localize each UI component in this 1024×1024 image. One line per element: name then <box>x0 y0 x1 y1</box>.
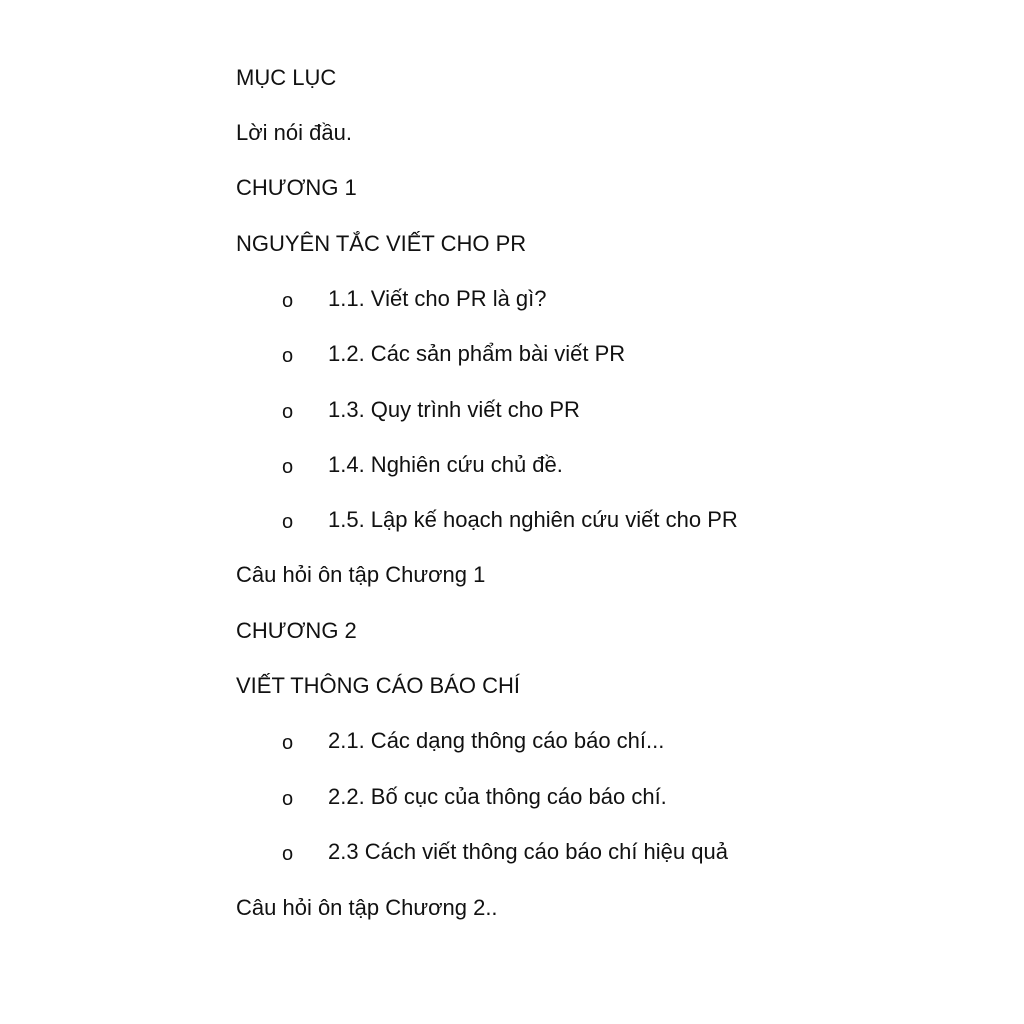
bullet-icon: o <box>282 732 294 754</box>
chapter-1-label: CHƯƠNG 1 <box>236 175 357 200</box>
bullet-icon: o <box>282 401 294 423</box>
toc-entry-preface: Lời nói đầu. <box>236 120 352 145</box>
toc-entry-2-3: 2.3 Cách viết thông cáo báo chí hiệu quả <box>328 839 728 864</box>
toc-entry-1-3: 1.3. Quy trình viết cho PR <box>328 397 580 422</box>
chapter-2-review: Câu hỏi ôn tập Chương 2.. <box>236 895 498 920</box>
bullet-icon: o <box>282 345 294 367</box>
bullet-icon: o <box>282 456 294 478</box>
toc-entry-1-4: 1.4. Nghiên cứu chủ đề. <box>328 452 563 477</box>
toc-entry-1-2: 1.2. Các sản phẩm bài viết PR <box>328 341 626 366</box>
toc-entry-2-2: 2.2. Bố cục của thông cáo báo chí. <box>328 784 667 809</box>
bullet-icon: o <box>282 788 294 810</box>
chapter-2-title: VIẾT THÔNG CÁO BÁO CHÍ <box>236 673 521 698</box>
chapter-1-title: NGUYÊN TẮC VIẾT CHO PR <box>236 231 527 256</box>
chapter-1-review: Câu hỏi ôn tập Chương 1 <box>236 562 486 587</box>
chapter-2-label: CHƯƠNG 2 <box>236 618 357 643</box>
toc-entry-2-1: 2.1. Các dạng thông cáo báo chí... <box>328 728 665 753</box>
toc-entry-1-1: 1.1. Viết cho PR là gì? <box>328 286 547 311</box>
bullet-icon: o <box>282 843 294 865</box>
toc-heading: MỤC LỤC <box>236 65 337 90</box>
bullet-icon: o <box>282 290 294 312</box>
toc-entry-1-5: 1.5. Lập kế hoạch nghiên cứu viết cho PR <box>328 507 738 532</box>
bullet-icon: o <box>282 511 294 533</box>
